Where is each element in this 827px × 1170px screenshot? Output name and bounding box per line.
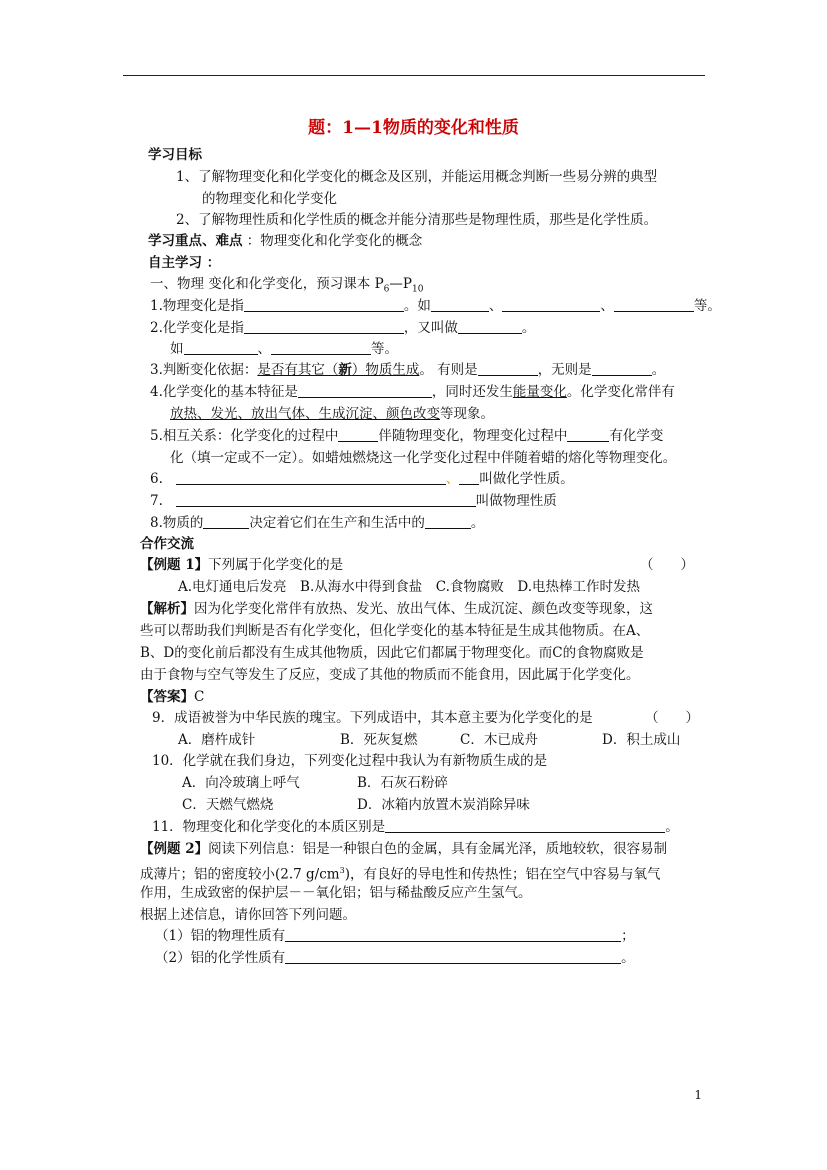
blank[interactable]: [425, 514, 471, 529]
analysis-1: 【解析】因为化学变化常伴有放热、发光、放出气体、生成沉淀、颜色改变等现象，这: [140, 601, 653, 617]
blank[interactable]: [478, 361, 538, 376]
question-9-paren: （ ）: [645, 710, 699, 726]
q9-option-d: D．积土成山: [602, 732, 681, 748]
question-11: 11．物理变化和化学变化的本质区别是 。: [152, 819, 679, 835]
self-study-heading: 自主学习 ：: [148, 255, 221, 271]
blank[interactable]: [459, 470, 479, 485]
blank[interactable]: [502, 297, 600, 312]
example-2-question-1: （1）铝的物理性质有 ；: [155, 928, 635, 944]
blank[interactable]: [614, 297, 694, 312]
analysis-3: B、D的变化前后都没有生成其他物质，因此它们都属于物理变化。而C的食物腐败是: [140, 645, 644, 661]
q10-option-a: A．向冷玻璃上呼气: [182, 775, 300, 791]
cooperation-heading: 合作交流: [140, 536, 194, 552]
q10-option-c: C．天燃气燃烧: [182, 797, 274, 813]
objective-1a: 1、了解物理变化和化学变化的概念及区别，并能运用概念判断一些易分辨的典型: [176, 169, 658, 185]
blank[interactable]: [271, 340, 371, 355]
question-5: 5.相互关系：化学变化的过程中 伴随物理变化，物理变化过程中 有化学变: [150, 428, 664, 444]
blank[interactable]: [592, 361, 652, 376]
question-2-examples: 如 、 等。: [170, 341, 398, 357]
answer: 【答案】C: [140, 689, 205, 705]
example-2-question-2: （2）铝的化学性质有 。: [155, 950, 635, 966]
question-4-cont: 放热、发光、放出气体、生成沉淀、颜色改变等现象。: [170, 406, 494, 422]
example-1-paren: （ ）: [640, 557, 694, 573]
self-study-intro: 一、物理 变化和化学变化，预习课本 $P_6—P_{10}$: [150, 276, 424, 295]
page-number: 1: [694, 1088, 702, 1102]
blank[interactable]: [244, 319, 404, 334]
question-3: 3.判断变化依据：是否有其它（新）物质生成。 有则是 ，无则是 。: [150, 362, 666, 378]
example-2-line-2: 成薄片；铝的密度较小(2.7 $g/cm^3$)，有良好的导电性和传热性；铝在空气中容易与氧气: [140, 866, 661, 883]
question-9: 9．成语被誉为中华民族的瑰宝。下列成语中，其本意主要为化学变化的是: [152, 710, 593, 726]
key-points: [148, 232, 422, 250]
analysis-4: 由于食物与空气等发生了反应，变成了其他的物质而不能食用，因此属于化学变化。: [140, 667, 640, 683]
blank[interactable]: [244, 297, 404, 312]
question-4: 4.化学变化的基本特征是 ，同时还发生能量变化。化学变化常伴有: [150, 384, 675, 400]
blank[interactable]: [458, 319, 522, 334]
question-2: 2.化学变化是指 ，又叫做 。: [150, 320, 536, 336]
blank[interactable]: [338, 427, 378, 442]
q9-option-b: B．死灰复燃: [340, 732, 418, 748]
blank[interactable]: [176, 492, 476, 507]
question-5-cont: 化（填一定或不一定）。如蜡烛燃烧这一化学变化过程中伴随着蜡的熔化等物理变化。: [170, 450, 677, 466]
blank[interactable]: [285, 927, 621, 942]
example-2-line-3: 作用，生成致密的保护层－－氧化铝；铝与稀盐酸反应产生氢气。: [140, 885, 532, 901]
blank[interactable]: [285, 949, 621, 964]
q9-option-a: A．磨杵成针: [178, 732, 256, 748]
q10-option-b: B．石灰石粉碎: [357, 775, 448, 791]
example-1: 【例题 1】下列属于化学变化的是: [140, 557, 344, 573]
header-rule: [123, 75, 705, 76]
key-points-text: ：物理变化和化学变化的概念: [246, 233, 423, 249]
blank[interactable]: [203, 514, 249, 529]
blank[interactable]: [298, 383, 432, 398]
page-title: 题：1—1物质的变化和性质: [308, 118, 519, 138]
example-2-line-1: 【例题 2】阅读下列信息：铝是一种银白色的金属，具有金属光泽，质地较软，很容易制: [140, 841, 668, 857]
question-7: 7. 叫做物理性质: [150, 493, 557, 509]
objective-1b: 的物理变化和化学变化: [202, 191, 337, 207]
blank[interactable]: [567, 427, 609, 442]
blank[interactable]: [431, 297, 489, 312]
q9-option-c: C．木已成舟: [460, 732, 538, 748]
objectives-heading: 学习目标: [148, 147, 202, 163]
objective-2: 2、了解物理性质和化学性质的概念并能分清那些是物理性质，那些是化学性质。: [176, 212, 658, 228]
example-2-line-4: 根据上述信息，请你回答下列问题。: [140, 907, 356, 923]
blank[interactable]: [385, 818, 665, 833]
analysis-2: 些可以帮助我们判断是否有化学变化，但化学变化的基本特征是生成其他物质。在A、: [140, 623, 650, 639]
question-8: 8.物质的 决定着它们在生产和生活中的 。: [150, 515, 485, 531]
example-1-options: A.电灯通电后发亮 B.从海水中得到食盐 C.食物腐败 D.电热棒工作时发热: [178, 579, 641, 595]
blank[interactable]: [176, 470, 446, 485]
blank[interactable]: [184, 340, 258, 355]
key-points-label: 学习重点、难点: [148, 233, 243, 249]
question-1: 1.物理变化是指 。如 、 、 等。: [150, 298, 721, 314]
q10-option-d: D．冰箱内放置木炭消除异味: [357, 797, 530, 813]
question-10: 10．化学就在我们身边，下列变化过程中我认为有新物质生成的是: [152, 753, 548, 769]
question-6: 6. 、 叫做化学性质。: [150, 471, 574, 487]
